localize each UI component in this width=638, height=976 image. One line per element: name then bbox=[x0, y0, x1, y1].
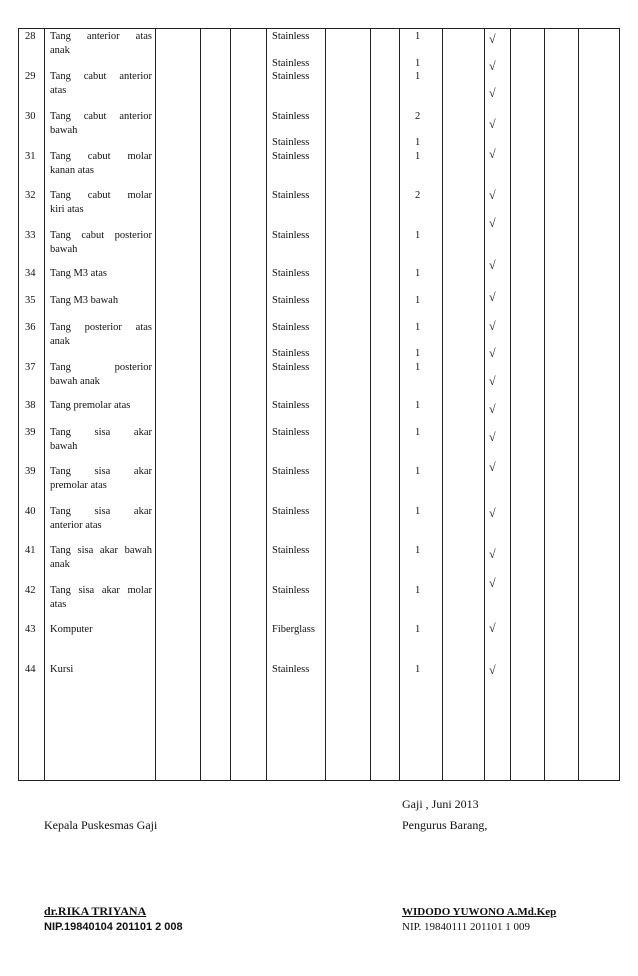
item-material: Stainless bbox=[272, 545, 310, 556]
item-quantity: 1 bbox=[415, 137, 421, 148]
column-divider bbox=[44, 29, 45, 780]
item-name: Tang posterior atas bbox=[50, 322, 152, 333]
right-signatory-nip: NIP. 19840111 201101 1 009 bbox=[402, 921, 531, 933]
item-name: Komputer bbox=[50, 624, 93, 635]
item-name: kiri atas bbox=[50, 204, 84, 215]
column-divider bbox=[510, 29, 511, 780]
column-divider bbox=[266, 29, 267, 780]
item-name: bawah bbox=[50, 441, 78, 452]
check-mark: √ bbox=[489, 258, 496, 272]
column-divider bbox=[325, 29, 326, 780]
item-name: premolar atas bbox=[50, 480, 107, 491]
left-signatory-name: dr.RIKA TRIYANA bbox=[44, 904, 147, 918]
item-material: Stainless bbox=[272, 585, 310, 596]
item-name: bawah bbox=[50, 244, 78, 255]
item-name: kanan atas bbox=[50, 165, 95, 176]
signature-date: Gaji , Juni 2013 bbox=[402, 797, 479, 811]
item-quantity: 1 bbox=[415, 295, 421, 306]
right-signatory-name: WIDODO YUWONO A.Md.Kep bbox=[402, 906, 557, 918]
item-quantity: 1 bbox=[415, 71, 421, 82]
column-divider bbox=[399, 29, 400, 780]
item-name: Tang premolar atas bbox=[50, 400, 131, 411]
item-material: Stainless bbox=[272, 137, 310, 148]
item-quantity: 1 bbox=[415, 151, 421, 162]
item-name: Tang M3 bawah bbox=[50, 295, 119, 306]
left-signatory-nip: NIP.19840104 201101 2 008 bbox=[44, 921, 183, 933]
row-number: 39 bbox=[25, 466, 36, 477]
item-name: bawah bbox=[50, 125, 78, 136]
row-number: 34 bbox=[25, 268, 36, 279]
item-quantity: 1 bbox=[415, 506, 421, 517]
row-number: 31 bbox=[25, 151, 36, 162]
check-mark: √ bbox=[489, 147, 496, 161]
item-quantity: 1 bbox=[415, 31, 421, 42]
item-name: Kursi bbox=[50, 664, 74, 675]
row-number: 40 bbox=[25, 506, 36, 517]
row-number: 29 bbox=[25, 71, 36, 82]
check-mark: √ bbox=[489, 621, 496, 635]
item-name: Tang cabut molar bbox=[50, 190, 152, 201]
item-quantity: 1 bbox=[415, 400, 421, 411]
column-divider bbox=[155, 29, 156, 780]
check-mark: √ bbox=[489, 290, 496, 304]
item-name: Tang cabut anterior bbox=[50, 111, 152, 122]
row-number: 33 bbox=[25, 230, 36, 241]
item-quantity: 1 bbox=[415, 268, 421, 279]
item-quantity: 1 bbox=[415, 348, 421, 359]
item-quantity: 1 bbox=[415, 230, 421, 241]
item-name: anak bbox=[50, 559, 70, 570]
check-mark: √ bbox=[489, 506, 496, 520]
item-name: Tang sisa akar bbox=[50, 506, 152, 517]
item-name: anak bbox=[50, 336, 70, 347]
item-name: Tang cabut molar bbox=[50, 151, 152, 162]
item-quantity: 1 bbox=[415, 58, 421, 69]
item-name: Tang sisa akar molar bbox=[50, 585, 152, 596]
item-material: Stainless bbox=[272, 362, 310, 373]
item-quantity: 1 bbox=[415, 427, 421, 438]
left-signatory-role: Kepala Puskesmas Gaji bbox=[44, 818, 158, 832]
row-number: 32 bbox=[25, 190, 36, 201]
item-material: Stainless bbox=[272, 427, 310, 438]
item-name: Tang M3 atas bbox=[50, 268, 108, 279]
item-material: Stainless bbox=[272, 322, 310, 333]
column-divider bbox=[442, 29, 443, 780]
check-mark: √ bbox=[489, 59, 496, 73]
item-name: Tang cabut anterior bbox=[50, 71, 152, 82]
row-number: 36 bbox=[25, 322, 36, 333]
check-mark: √ bbox=[489, 86, 496, 100]
row-number: 30 bbox=[25, 111, 36, 122]
check-mark: √ bbox=[489, 576, 496, 590]
check-mark: √ bbox=[489, 430, 496, 444]
row-number: 42 bbox=[25, 585, 36, 596]
row-number: 38 bbox=[25, 400, 36, 411]
row-number: 41 bbox=[25, 545, 36, 556]
check-mark: √ bbox=[489, 319, 496, 333]
item-quantity: 1 bbox=[415, 545, 421, 556]
row-number: 44 bbox=[25, 664, 36, 675]
column-divider bbox=[484, 29, 485, 780]
item-quantity: 1 bbox=[415, 624, 421, 635]
item-name: atas bbox=[50, 599, 67, 610]
item-material: Stainless bbox=[272, 151, 310, 162]
item-name: Tang anterior atas bbox=[50, 31, 152, 42]
item-quantity: 1 bbox=[415, 466, 421, 477]
item-material: Stainless bbox=[272, 190, 310, 201]
item-material: Stainless bbox=[272, 506, 310, 517]
row-number: 28 bbox=[25, 31, 36, 42]
item-name: anak bbox=[50, 45, 70, 56]
item-material: Stainless bbox=[272, 111, 310, 122]
item-quantity: 1 bbox=[415, 322, 421, 333]
check-mark: √ bbox=[489, 32, 496, 46]
check-mark: √ bbox=[489, 216, 496, 230]
row-number: 35 bbox=[25, 295, 36, 306]
item-quantity: 2 bbox=[415, 111, 421, 122]
check-mark: √ bbox=[489, 346, 496, 360]
item-name: Tang sisa akar bbox=[50, 427, 152, 438]
item-material: Stainless bbox=[272, 664, 310, 675]
check-mark: √ bbox=[489, 547, 496, 561]
check-mark: √ bbox=[489, 374, 496, 388]
item-name: Tang sisa akar bawah bbox=[50, 545, 152, 556]
item-name: atas bbox=[50, 85, 67, 96]
row-number: 37 bbox=[25, 362, 36, 373]
row-number: 39 bbox=[25, 427, 36, 438]
check-mark: √ bbox=[489, 402, 496, 416]
item-quantity: 2 bbox=[415, 190, 421, 201]
check-mark: √ bbox=[489, 663, 496, 677]
item-quantity: 1 bbox=[415, 362, 421, 373]
item-material: Stainless bbox=[272, 71, 310, 82]
item-quantity: 1 bbox=[415, 585, 421, 596]
item-name: Tang cabut posterior bbox=[50, 230, 152, 241]
item-material: Stainless bbox=[272, 230, 310, 241]
column-divider bbox=[544, 29, 545, 780]
item-quantity: 1 bbox=[415, 664, 421, 675]
item-material: Stainless bbox=[272, 268, 310, 279]
item-material: Stainless bbox=[272, 31, 310, 42]
item-name: Tang sisa akar bbox=[50, 466, 152, 477]
item-name: Tang posterior bbox=[50, 362, 152, 373]
item-name: anterior atas bbox=[50, 520, 102, 531]
column-divider bbox=[230, 29, 231, 780]
item-material: Stainless bbox=[272, 348, 310, 359]
column-divider bbox=[578, 29, 579, 780]
row-number: 43 bbox=[25, 624, 36, 635]
item-material: Stainless bbox=[272, 295, 310, 306]
item-material: Fiberglass bbox=[272, 624, 315, 635]
item-material: Stainless bbox=[272, 58, 310, 69]
check-mark: √ bbox=[489, 188, 496, 202]
column-divider bbox=[200, 29, 201, 780]
check-mark: √ bbox=[489, 460, 496, 474]
right-signatory-role: Pengurus Barang, bbox=[402, 818, 488, 832]
check-mark: √ bbox=[489, 117, 496, 131]
item-name: bawah anak bbox=[50, 376, 100, 387]
column-divider bbox=[370, 29, 371, 780]
item-material: Stainless bbox=[272, 400, 310, 411]
item-material: Stainless bbox=[272, 466, 310, 477]
